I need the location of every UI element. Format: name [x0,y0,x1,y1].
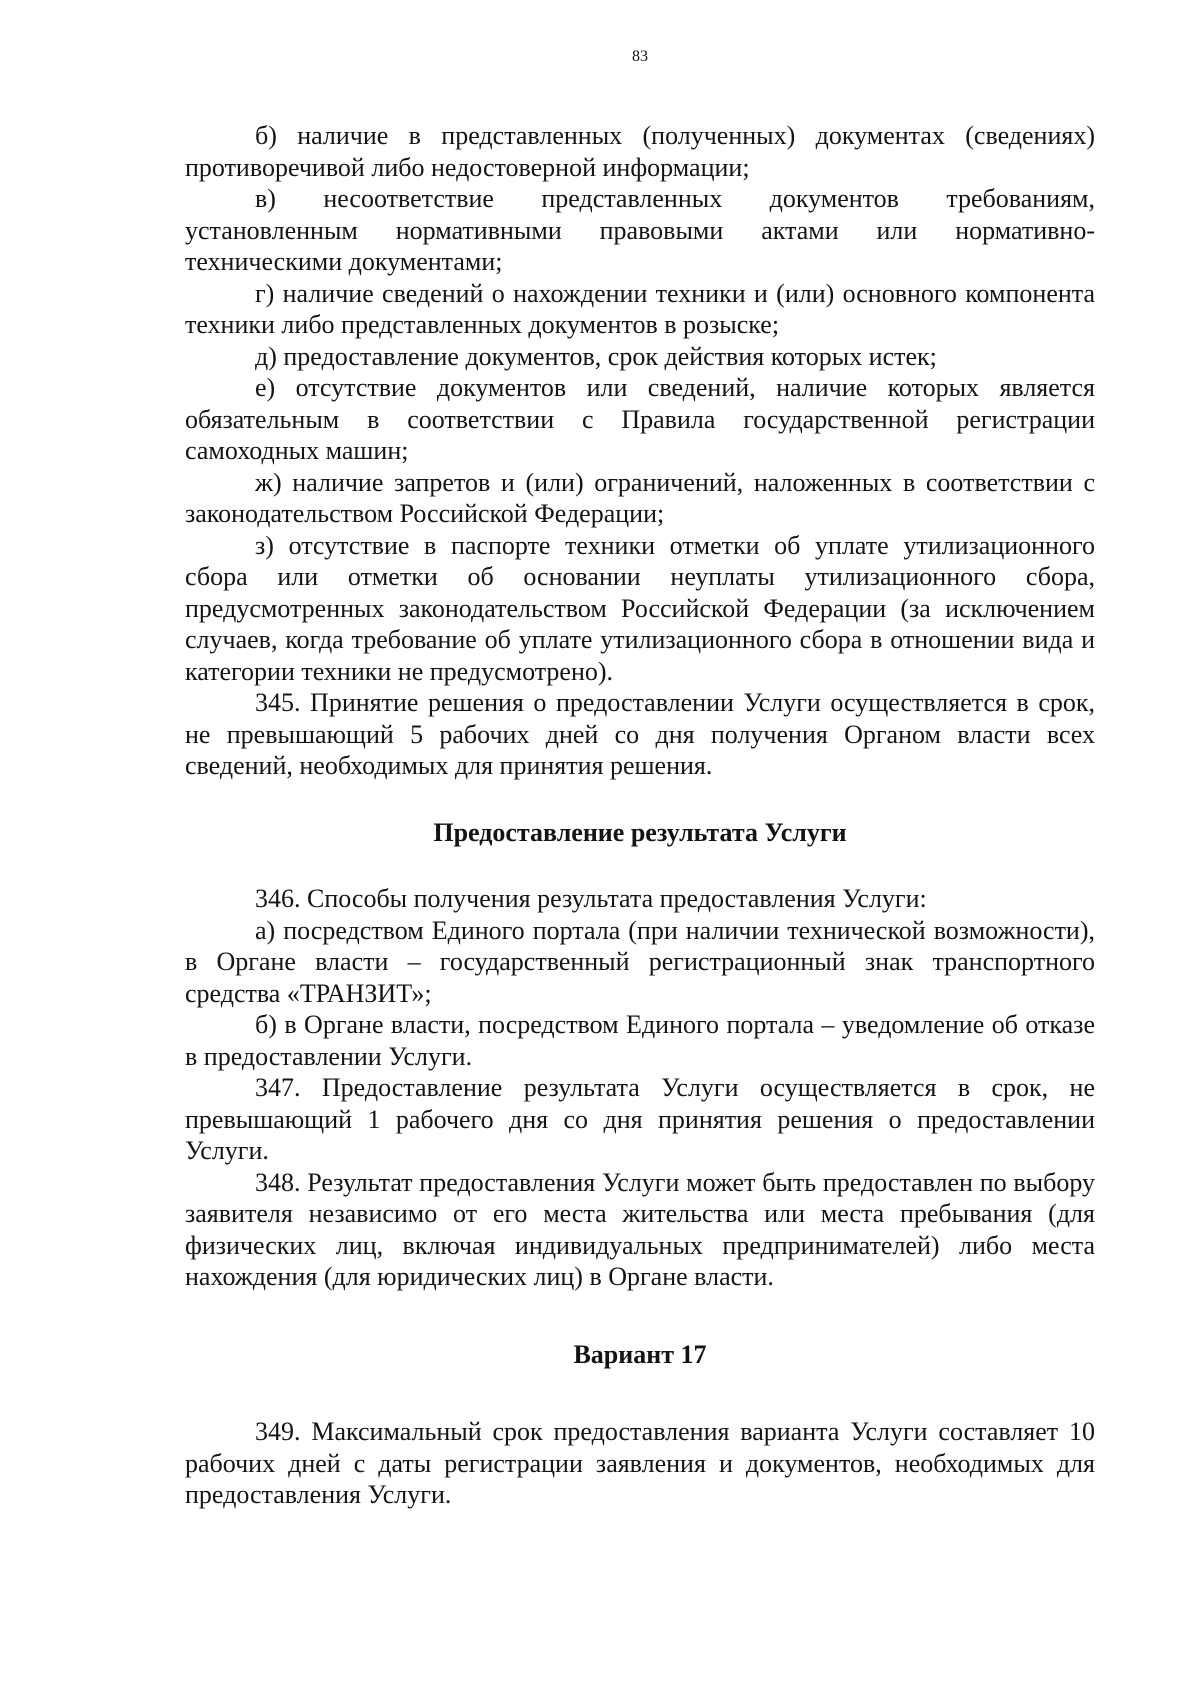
paragraph-g-wanted-search: г) наличие сведений о нахождении техники и (или) основного компонента техники либо представленных документов в розыске; [185,278,1095,339]
paragraph-346: 346. Способы получения результата предоставления Услуги: [255,884,927,913]
section-heading-result: Предоставление результата Услуги [433,817,847,847]
paragraph-z-recycling-fee: з) отсутствие в паспорте техники отметки об уплате утилизационного сбора или отметки об основании неуплаты утилизационного сбора, предусмотренных законодательством Российской Федерации (за исключением случаев, когда требование об уплате утилизационного сбора в отношении вида и категории техники не предусмотрено). [185,530,1095,686]
page-number: 83 [632,48,648,65]
paragraph-349: 349. Максимальный срок предоставления варианта Услуги составляет 10 рабочих дней с даты регистрации заявления и документов, необходимых для предоставления Услуги. [185,1417,1095,1509]
paragraph-d-expired-documents: д) предоставление документов, срок действия которых истек; [255,341,937,371]
paragraph-346-b: б) в Органе власти, посредством Единого портала – уведомление об отказе в предоставлении Услуги. [185,1010,1095,1071]
document-body [185,120,1095,1511]
paragraph-v-nonconformity: в) несоответствие представленных документов требованиям, установленным нормативными правовыми актами или нормативно-техническими документами; [185,184,1095,276]
paragraph-347: 347. Предоставление результата Услуги осуществляется в срок, не превышающий 1 рабочего дня со дня принятия решения о предоставлении Услуги. [185,1073,1095,1165]
paragraph-345: 345. Принятие решения о предоставлении Услуги осуществляется в срок, не превышающий 5 рабочих дней со дня получения Органом власти всех сведений, необходимых для принятия решения. [185,688,1095,780]
paragraph-b-contradictory-info: б) наличие в представленных (полученных) документах (сведениях) противоречивой либо недостоверной информации; [185,121,1095,182]
paragraph-zh-restrictions: ж) наличие запретов и (или) ограничений, наложенных в соответствии с законодательством Российской Федерации; [185,467,1095,528]
section-heading-variant-17: Вариант 17 [573,1339,707,1369]
paragraph-346-a: а) посредством Единого портала (при наличии технической возможности), в Органе власти – государственный регистрационный знак транспортного средства «ТРАНЗИТ»; [185,915,1095,1008]
paragraph-e-missing-documents: е) отсутствие документов или сведений, наличие которых является обязательным в соответствии с Правила государственной регистрации самоходных машин; [185,373,1095,465]
paragraph-348: 348. Результат предоставления Услуги может быть предоставлен по выбору заявителя независимо от его места жительства или места пребывания (для физических лиц, включая индивидуальных предпринимателей) либо места нахождения (для юридических лиц) в Органе власти. [185,1167,1095,1291]
